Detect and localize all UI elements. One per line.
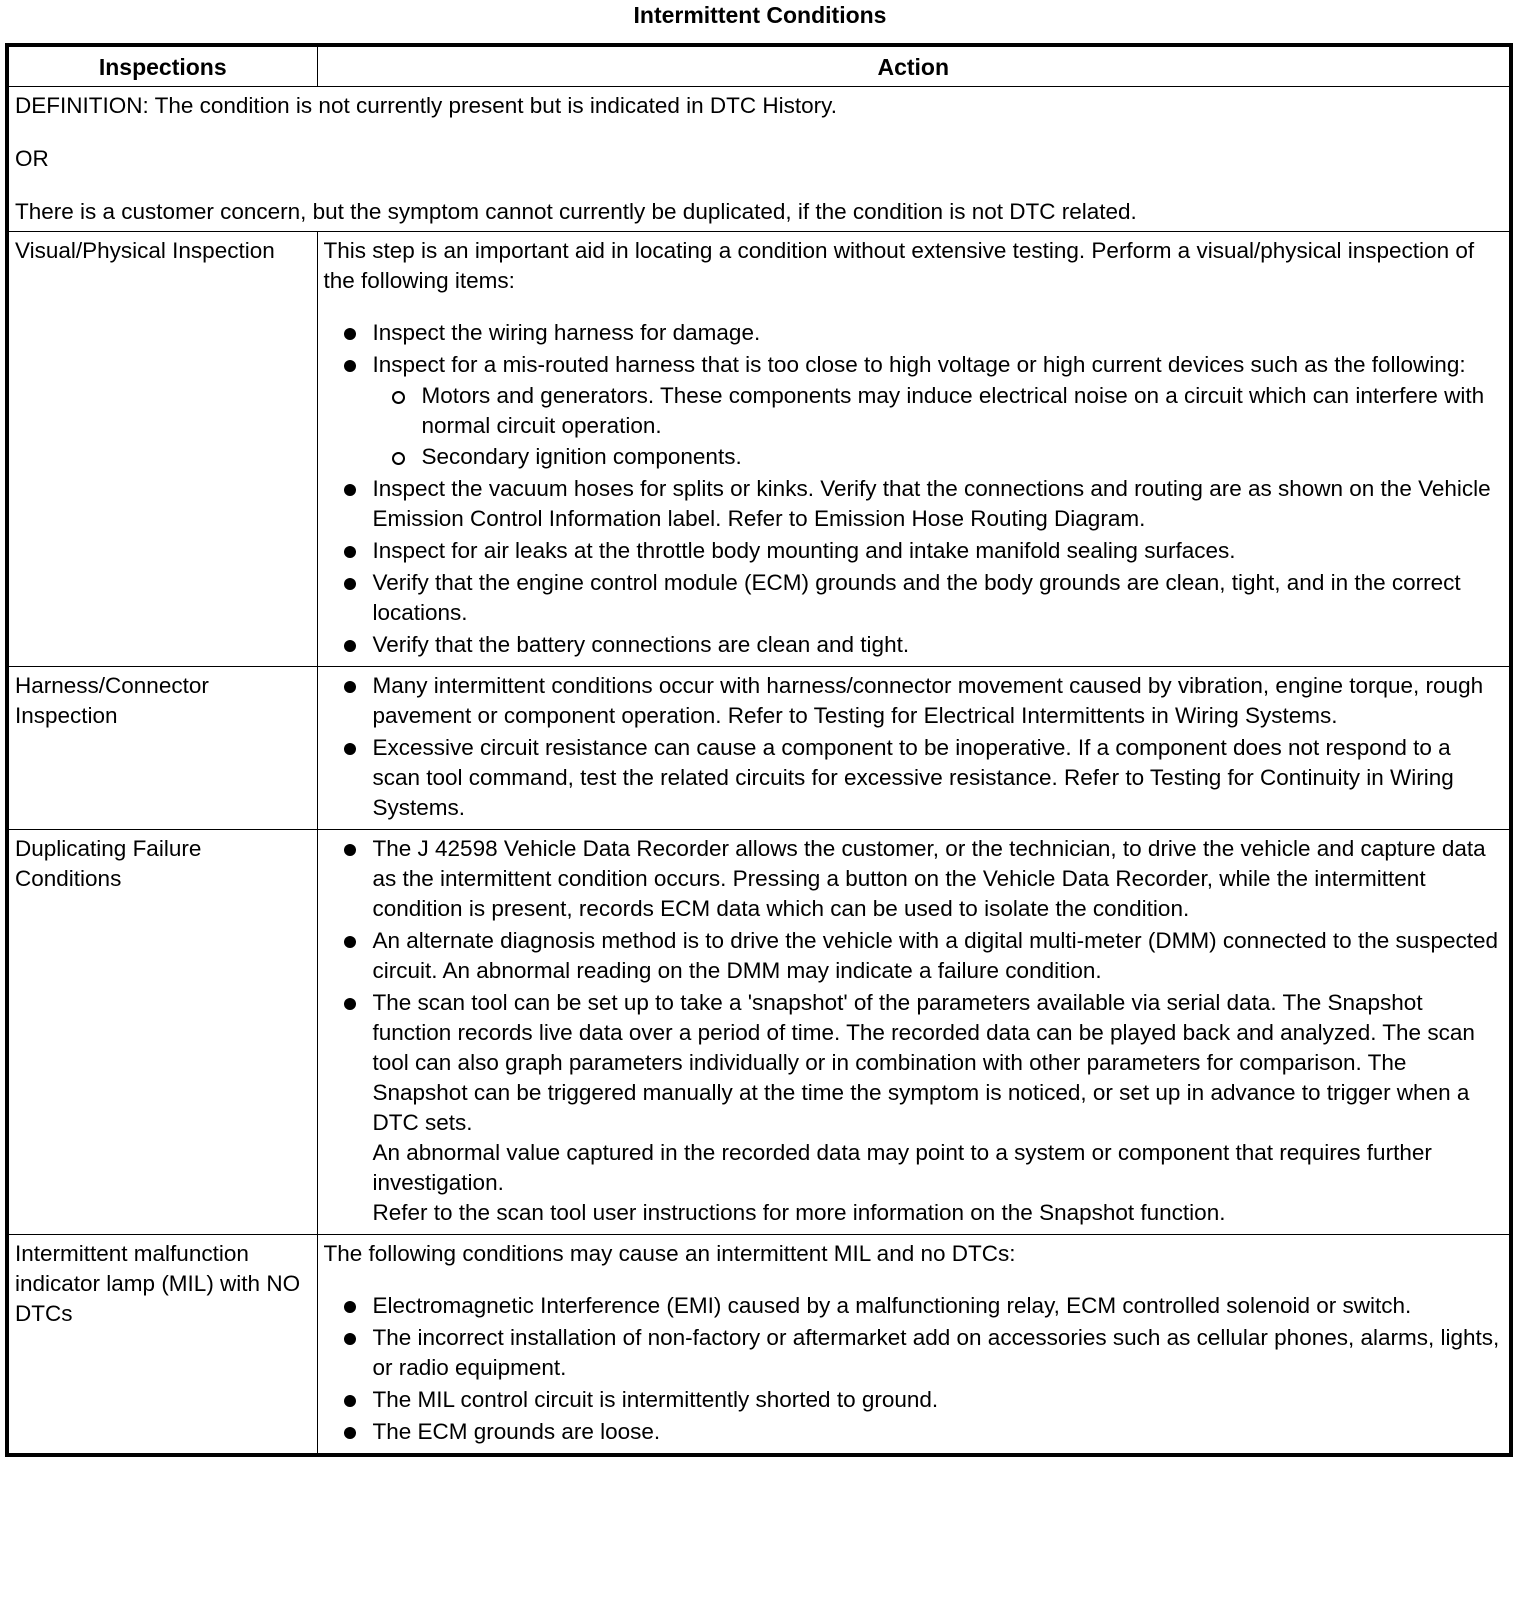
list-item xyxy=(373,1323,1505,1383)
definition-text: DEFINITION: The condition is not currently present but is indicated in DTC History. xyxy=(15,93,837,118)
list-item-text: Verify that the battery connections are clean and tight. xyxy=(372,632,910,657)
list-item xyxy=(373,1291,1505,1321)
header-inspections: Inspections xyxy=(7,45,317,87)
list-item xyxy=(373,474,1505,534)
action-cell xyxy=(317,667,1511,830)
list-item-text: The incorrect installation of non-factory or aftermarket add on accessories such as cellular phones, alarms, lights, or radio equipment. xyxy=(372,1325,1500,1380)
bullet-list xyxy=(324,834,1505,1228)
list-item-text: An alternate diagnosis method is to drive the vehicle with a digital multi-meter (DMM) connected to the suspected circuit. An abnormal reading on the DMM may indicate a failure condition. xyxy=(372,928,1499,983)
header-action: Action xyxy=(317,45,1511,87)
inspection-label: Intermittent malfunction indicator lamp (MIL) with NO DTCs xyxy=(7,1235,317,1456)
list-item-text: Verify that the engine control module (ECM) grounds and the body grounds are clean, tight, and in the correct locations. xyxy=(372,570,1461,625)
bullet-list xyxy=(324,1291,1505,1447)
sub-list-item-text: Motors and generators. These components may induce electrical noise on a circuit which can interfere with normal circuit operation. xyxy=(421,383,1485,438)
sub-bullet-list xyxy=(373,381,1505,472)
list-item-text: The scan tool can be set up to take a 'snapshot' of the parameters available via serial data. The Snapshot function records live data over a period of time. The recorded data can be played back and analyzed. The scan tool can also graph parameters individually or in combination with other parameters for comparison. The Snapshot can be triggered manually at the time the symptom is noticed, or set up in advance to trigger when a DTC sets. xyxy=(372,990,1475,1135)
list-item xyxy=(373,671,1505,731)
inspection-label: Duplicating Failure Conditions xyxy=(7,830,317,1235)
definition-row xyxy=(7,87,1511,232)
list-item xyxy=(373,350,1505,472)
action-cell xyxy=(317,830,1511,1235)
sub-list-item xyxy=(422,381,1505,441)
list-item-text: The ECM grounds are loose. xyxy=(372,1419,661,1444)
bullet-list xyxy=(324,318,1505,660)
list-item xyxy=(373,733,1505,823)
header-row xyxy=(7,45,1511,87)
bullet-list xyxy=(324,671,1505,823)
list-item-text: Inspect for a mis-routed harness that is too close to high voltage or high current devices such as the following: xyxy=(372,352,1466,377)
list-item xyxy=(373,1417,1505,1447)
sub-list-item xyxy=(422,442,1505,472)
action-intro: The following conditions may cause an intermittent MIL and no DTCs: xyxy=(323,1241,1016,1266)
sub-list-item-text: Secondary ignition components. xyxy=(421,444,742,469)
table-row xyxy=(7,830,1511,1235)
list-item xyxy=(373,834,1505,924)
table-row xyxy=(7,667,1511,830)
list-item xyxy=(373,1385,1505,1415)
table-row xyxy=(7,232,1511,667)
list-item-text: Inspect the wiring harness for damage. xyxy=(372,320,761,345)
list-item xyxy=(373,318,1505,348)
list-item-text: Inspect the vacuum hoses for splits or kinks. Verify that the connections and routing are as shown on the Vehicle Emission Control Information label. Refer to Emission Hose Routing Diagram. xyxy=(372,476,1491,531)
list-item-text: Many intermittent conditions occur with harness/connector movement caused by vibration, engine torque, rough pavement or component operation. Refer to Testing for Electrical Intermittents in Wiring Systems. xyxy=(372,673,1484,728)
definition-or: OR xyxy=(15,146,49,171)
table-row xyxy=(7,1235,1511,1456)
action-intro: This step is an important aid in locating a condition without extensive testing. Perform a visual/physical inspection of the following items: xyxy=(323,238,1475,293)
list-item xyxy=(373,536,1505,566)
list-item-text: Inspect for air leaks at the throttle body mounting and intake manifold sealing surfaces. xyxy=(372,538,1236,563)
action-cell xyxy=(317,232,1511,667)
page-title: Intermittent Conditions xyxy=(633,2,887,28)
list-item xyxy=(373,988,1505,1228)
list-item-text: Excessive circuit resistance can cause a component to be inoperative. If a component does not respond to a scan tool command, test the related circuits for excessive resistance. Refer to Testing for Continuity in Wiring Systems. xyxy=(372,735,1454,820)
action-cell xyxy=(317,1235,1511,1456)
list-item xyxy=(373,630,1505,660)
list-item xyxy=(373,926,1505,986)
definition-customer-concern: There is a customer concern, but the symptom cannot currently be duplicated, if the condition is not DTC related. xyxy=(15,199,1137,224)
list-item xyxy=(373,568,1505,628)
list-item-text: The MIL control circuit is intermittently shorted to ground. xyxy=(372,1387,939,1412)
list-item-note: Refer to the scan tool user instructions for more information on the Snapshot function. xyxy=(372,1200,1226,1225)
list-item-note: An abnormal value captured in the recorded data may point to a system or component that requires further investigation. xyxy=(372,1140,1432,1195)
intermittent-conditions-table xyxy=(5,43,1513,1457)
list-item-text: Electromagnetic Interference (EMI) caused by a malfunctioning relay, ECM controlled solenoid or switch. xyxy=(372,1293,1412,1318)
inspection-label: Visual/Physical Inspection xyxy=(7,232,317,667)
inspection-label: Harness/Connector Inspection xyxy=(7,667,317,830)
definition-cell xyxy=(7,87,1511,232)
list-item-text: The J 42598 Vehicle Data Recorder allows the customer, or the technician, to drive the vehicle and capture data as the intermittent condition occurs. Pressing a button on the Vehicle Data Recorder, while the intermittent condition is present, records ECM data which can be used to isolate the condition. xyxy=(372,836,1486,921)
